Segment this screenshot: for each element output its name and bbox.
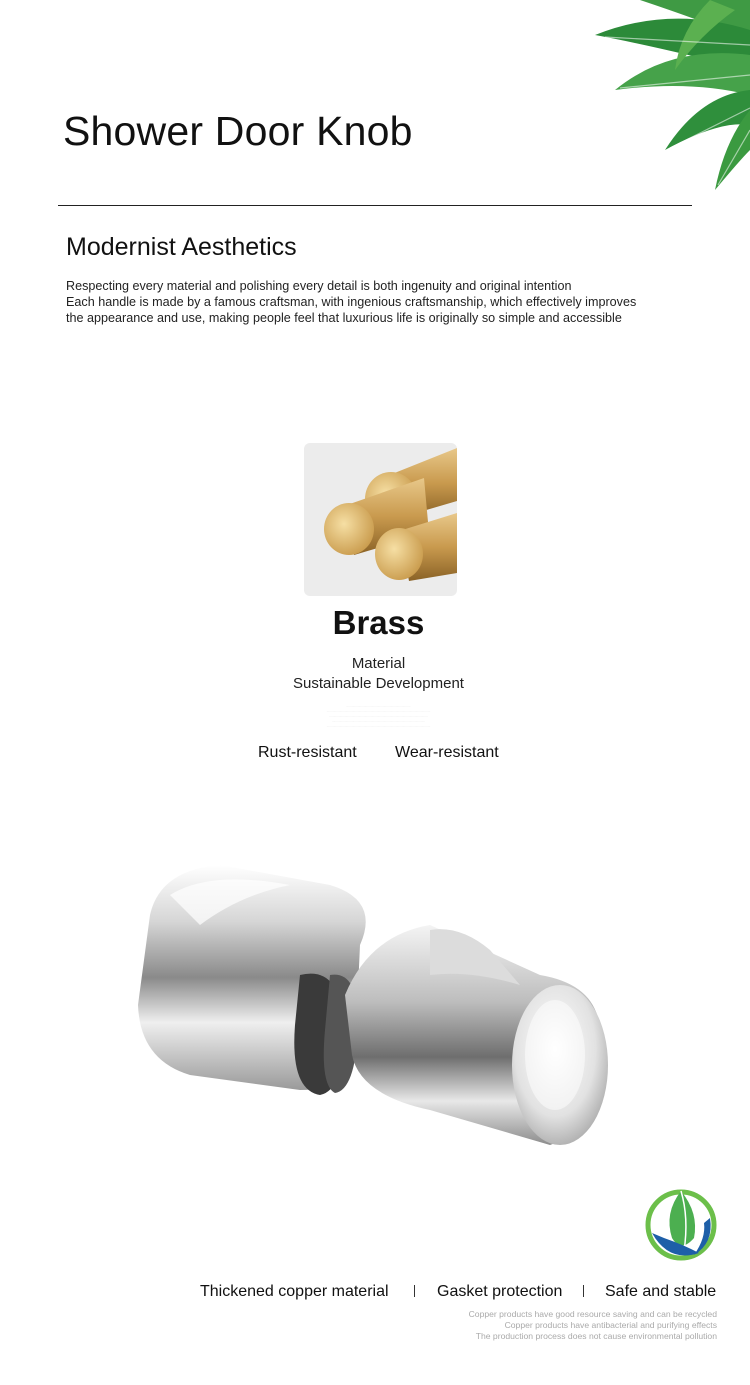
brass-image [304,443,457,596]
note-line: Copper products have good resource saving and can be recycled [468,1309,717,1319]
eco-leaf-icon [644,1183,718,1263]
fine-print-line: ············································································································ [331,720,426,723]
section-paragraph-line: Respecting every material and polishing every detail is both ingenuity and original intention [66,279,572,293]
material-caption: Material [351,655,406,672]
fine-print-line: ·········································································· [346,705,411,708]
material-subcaption: Sustainable Development [293,675,464,692]
page-title: Shower Door Knob [63,108,413,154]
title-divider [58,205,692,206]
fine-print-line: ························································································································ [326,725,431,728]
feature-separator [414,1285,415,1297]
palm-leaves-icon [500,0,750,190]
note-line: The production process does not cause environmental pollution [475,1331,717,1341]
section-paragraph-line: Each handle is made by a famous craftsman, with ingenious craftsmanship, which effectively improves [66,295,637,309]
section-heading: Modernist Aesthetics [66,233,297,261]
property-wear-resistant: Wear-resistant [395,744,499,761]
feature-gasket-protection: Gasket protection [437,1283,563,1300]
note-line: Copper products have antibacterial and purifying effects [504,1320,717,1330]
material-name: Brass [332,604,425,641]
feature-safe-stable: Safe and stable [605,1283,717,1300]
fine-print-line: ·················································································································· [329,715,428,718]
feature-separator [583,1285,584,1297]
feature-thickened-copper: Thickened copper material [200,1283,389,1300]
fine-print-line: ························································································································ [326,710,431,713]
property-rust-resistant: Rust-resistant [258,744,357,761]
brass-rods-icon [304,443,457,596]
section-paragraph-line: the appearance and use, making people feel that luxurious life is originally so simple and accessible [66,311,622,325]
shower-knob-icon [130,855,620,1155]
